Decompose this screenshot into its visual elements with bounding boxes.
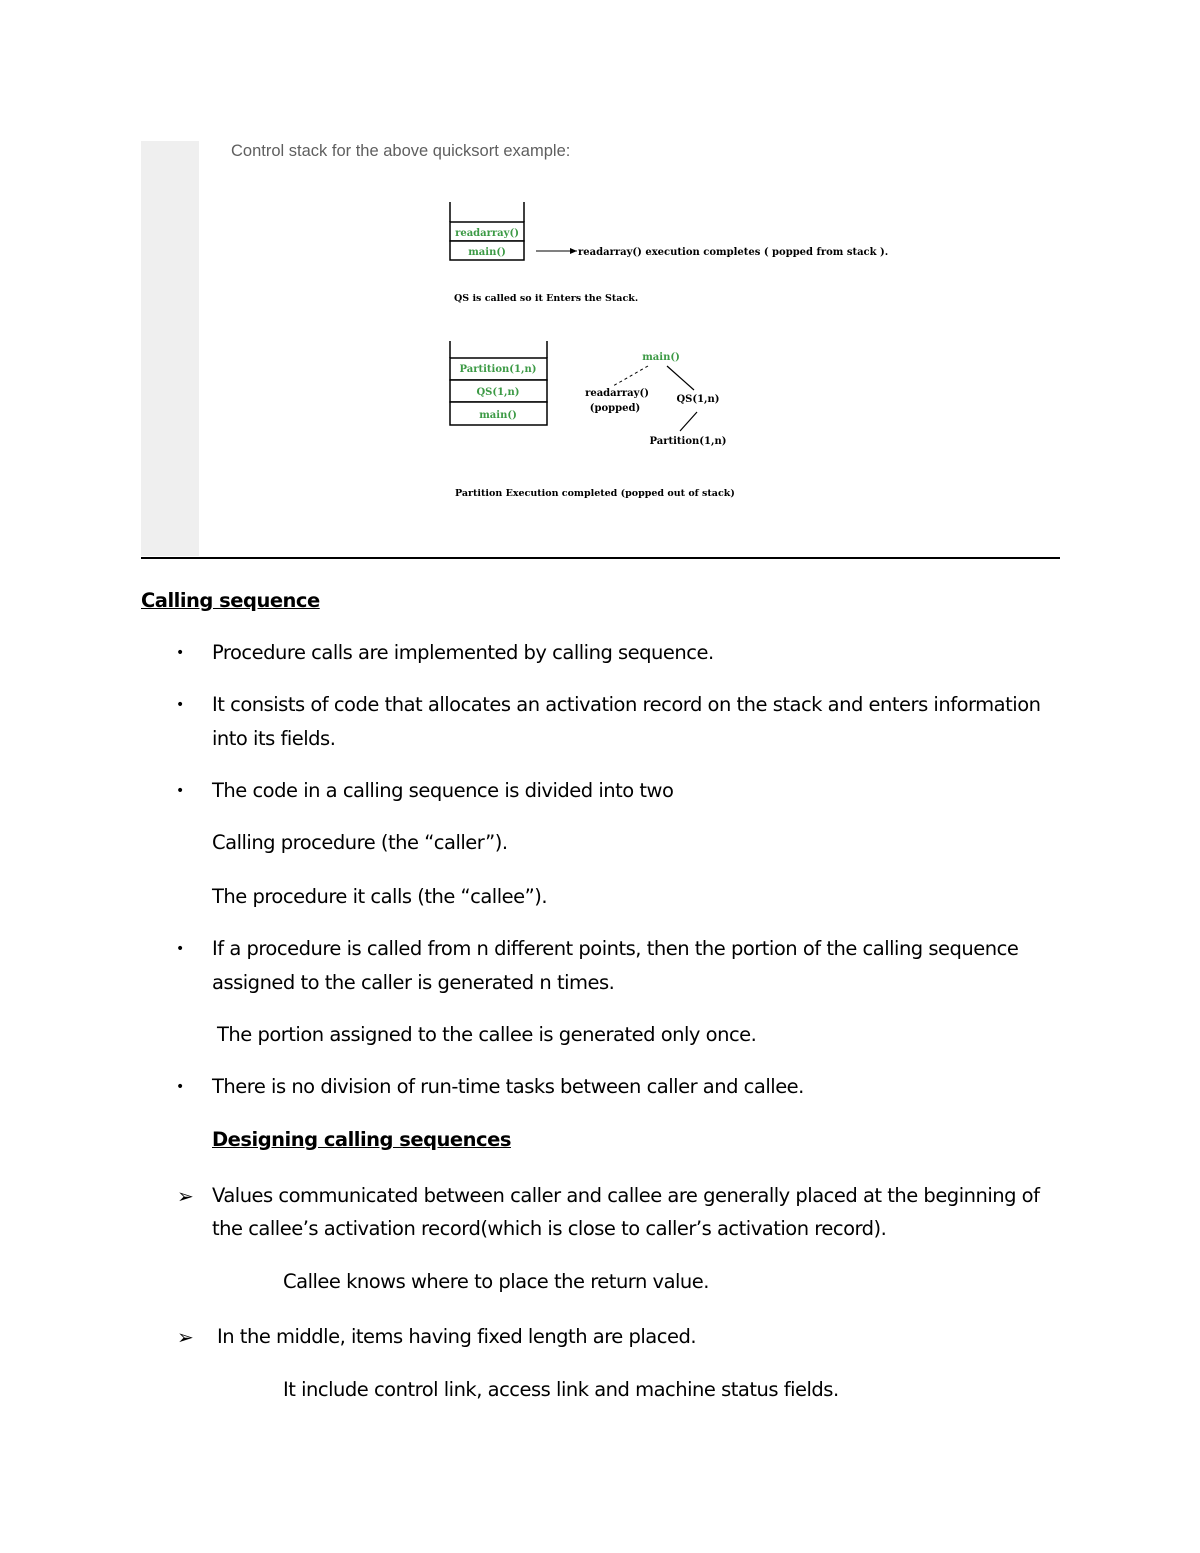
stack-2-frame: main() bbox=[479, 410, 517, 421]
arrow-bullet-icon: ➢ bbox=[177, 1325, 194, 1349]
arrow-item-text: In the middle, items having fixed length are placed. bbox=[217, 1325, 697, 1348]
bullet-text: The code in a calling sequence is divided into two bbox=[212, 779, 674, 802]
tree-root: main() bbox=[642, 352, 680, 363]
stack-2-frame: Partition(1,n) bbox=[459, 364, 537, 375]
tree-left-sub: (popped) bbox=[589, 403, 641, 414]
bottom-caption: Partition Execution completed (popped out of stack) bbox=[455, 488, 735, 499]
stack-2 bbox=[450, 341, 547, 425]
indented-note: Callee knows where to place the return value. bbox=[283, 1270, 709, 1293]
bullet-text: If a procedure is called from n different points, then the portion of the calling sequence bbox=[212, 937, 1019, 960]
figure-caption: Control stack for the above quicksort example: bbox=[231, 142, 571, 160]
arrow-item-text-continued: the callee’s activation record(which is close to caller’s activation record). bbox=[212, 1217, 887, 1240]
subsection-heading: Designing calling sequences bbox=[212, 1128, 511, 1151]
bullet-text-continued: assigned to the caller is generated n times. bbox=[212, 971, 615, 994]
control-stack-diagram bbox=[141, 141, 1060, 556]
stack-1-frame: main() bbox=[468, 247, 506, 258]
sub-item: The portion assigned to the callee is generated only once. bbox=[217, 1023, 757, 1046]
mid-caption: QS is called so it Enters the Stack. bbox=[454, 293, 639, 304]
tree-edge bbox=[667, 366, 694, 390]
bullet-icon: • bbox=[176, 697, 184, 713]
bullet-icon: • bbox=[176, 783, 184, 799]
stack-2-frame: QS(1,n) bbox=[476, 387, 520, 398]
arrow-item-text: Values communicated between caller and callee are generally placed at the beginning of bbox=[212, 1184, 1040, 1207]
tree-left: readarray() bbox=[585, 388, 649, 399]
bullet-icon: • bbox=[176, 941, 184, 957]
bullet-text: It consists of code that allocates an activation record on the stack and enters information bbox=[212, 693, 1041, 716]
stack-1 bbox=[450, 202, 524, 260]
stack-1-note: readarray() execution completes ( popped from stack ). bbox=[578, 247, 889, 258]
sub-item: The procedure it calls (the “callee”). bbox=[212, 885, 548, 908]
tree-edge-popped bbox=[613, 366, 648, 386]
control-stack-figure bbox=[141, 141, 1060, 556]
call-tree bbox=[585, 352, 726, 447]
indented-note: It include control link, access link and machine status fields. bbox=[283, 1378, 839, 1401]
bullet-text-continued: into its fields. bbox=[212, 727, 336, 750]
section-heading: Calling sequence bbox=[141, 589, 320, 612]
section-divider bbox=[141, 557, 1060, 559]
bullet-icon: • bbox=[176, 645, 184, 661]
bullet-text: There is no division of run-time tasks between caller and callee. bbox=[212, 1075, 804, 1098]
arrow-bullet-icon: ➢ bbox=[177, 1184, 194, 1208]
tree-child: Partition(1,n) bbox=[649, 436, 727, 447]
tree-edge bbox=[680, 412, 697, 431]
sub-item: Calling procedure (the “caller”). bbox=[212, 831, 508, 854]
stack-1-frame: readarray() bbox=[455, 228, 519, 239]
bullet-text: Procedure calls are implemented by calling sequence. bbox=[212, 641, 714, 664]
tree-right: QS(1,n) bbox=[676, 394, 720, 405]
bullet-icon: • bbox=[176, 1079, 184, 1095]
